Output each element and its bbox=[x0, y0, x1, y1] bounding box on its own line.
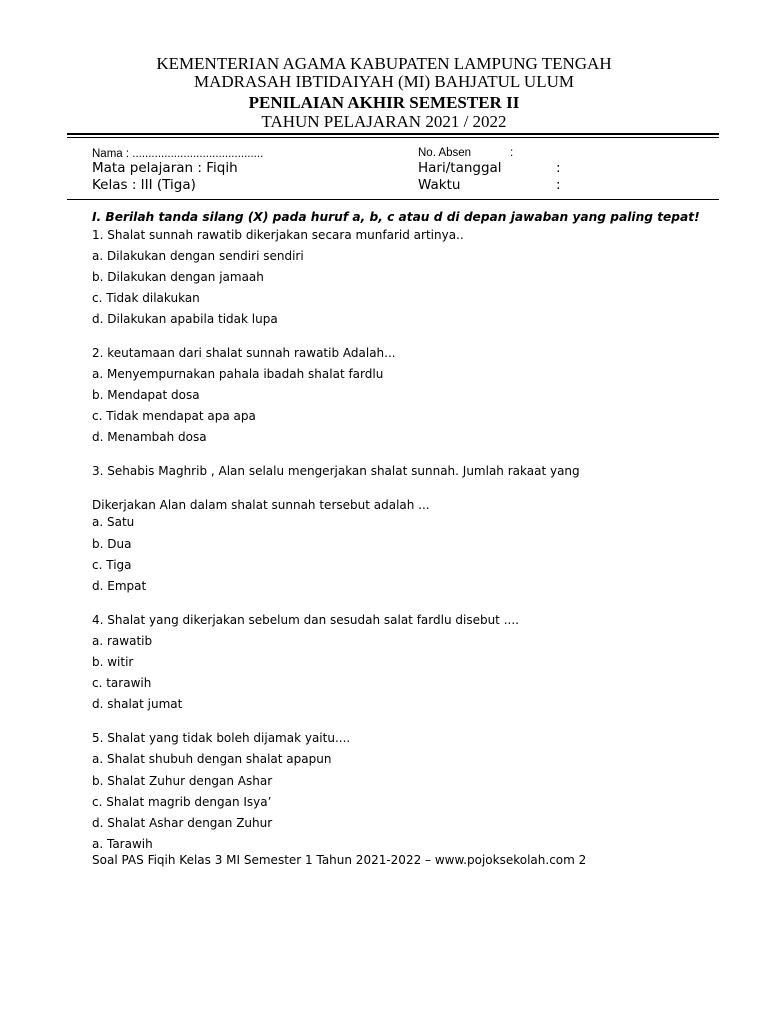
question-3-continued: Dikerjakan Alan dalam shalat sunnah tersebut adalah ... bbox=[92, 498, 430, 512]
header-divider-thin bbox=[67, 137, 719, 138]
answer-option: d. Empat bbox=[92, 579, 147, 593]
answer-option: d. Dilakukan apabila tidak lupa bbox=[92, 312, 278, 326]
question-1: 1. Shalat sunnah rawatib dikerjakan secara munfarid artinya.. bbox=[92, 228, 464, 242]
answer-option: d. Shalat Ashar dengan Zuhur bbox=[92, 816, 273, 830]
answer-option: b. Dua bbox=[92, 537, 132, 551]
time-colon: : bbox=[556, 177, 561, 193]
question-2: 2. keutamaan dari shalat sunnah rawatib Adalah... bbox=[92, 346, 396, 360]
answer-option: b. Dilakukan dengan jamaah bbox=[92, 270, 264, 284]
class-label: Kelas : III (Tiga) bbox=[92, 177, 196, 193]
answer-option: a. Satu bbox=[92, 515, 135, 529]
school-name: MADRASAH IBTIDAIYAH (MI) BAHJATUL ULUM bbox=[194, 72, 574, 91]
time-label: Waktu bbox=[418, 177, 461, 193]
answer-option: d. Menambah dosa bbox=[92, 430, 207, 444]
date-label: Hari/tanggal bbox=[418, 160, 502, 176]
answer-option: a. Dilakukan dengan sendiri sendiri bbox=[92, 249, 304, 263]
answer-option: c. Shalat magrib dengan Isya’ bbox=[92, 795, 272, 809]
page-footer: Soal PAS Fiqih Kelas 3 MI Semester 1 Tahun 2021-2022 – www.pojoksekolah.com 2 bbox=[92, 853, 587, 867]
info-divider bbox=[67, 199, 719, 200]
exam-title: PENILAIAN AKHIR SEMESTER II bbox=[248, 93, 520, 112]
ministry-title: KEMENTERIAN AGAMA KABUPATEN LAMPUNG TENGAH bbox=[156, 54, 612, 73]
answer-option: b. witir bbox=[92, 655, 134, 669]
date-colon: : bbox=[556, 160, 561, 176]
question-4: 4. Shalat yang dikerjakan sebelum dan sesudah salat fardlu disebut .... bbox=[92, 613, 519, 627]
answer-option: a. Menyempurnakan pahala ibadah shalat fardlu bbox=[92, 367, 384, 381]
answer-option: c. Tidak mendapat apa apa bbox=[92, 409, 256, 423]
instruction-text: I. Berilah tanda silang (X) pada huruf a, b, c atau d di depan jawaban yang paling tepat! bbox=[92, 210, 700, 224]
question-3: 3. Sehabis Maghrib , Alan selalu mengerjakan shalat sunnah. Jumlah rakaat yang bbox=[92, 464, 580, 478]
answer-option: c. Tiga bbox=[92, 558, 132, 572]
absence-number-colon: : bbox=[510, 147, 514, 159]
header-divider-thick bbox=[67, 133, 719, 135]
question-5: 5. Shalat yang tidak boleh dijamak yaitu.... bbox=[92, 731, 351, 745]
answer-option: a. rawatib bbox=[92, 634, 153, 648]
answer-option: b. Shalat Zuhur dengan Ashar bbox=[92, 774, 273, 788]
subject-label: Mata pelajaran : Fiqih bbox=[92, 160, 238, 176]
answer-option: a. Shalat shubuh dengan shalat apapun bbox=[92, 752, 332, 766]
answer-option: d. shalat jumat bbox=[92, 697, 183, 711]
academic-year: TAHUN PELAJARAN 2021 / 2022 bbox=[261, 112, 507, 131]
answer-option: c. Tidak dilakukan bbox=[92, 291, 200, 305]
name-field-label: Nama : ......................................... bbox=[92, 148, 264, 160]
answer-option: c. tarawih bbox=[92, 676, 152, 690]
answer-option: a. Tarawih bbox=[92, 837, 153, 851]
absence-number-label: No. Absen bbox=[418, 147, 472, 159]
answer-option: b. Mendapat dosa bbox=[92, 388, 200, 402]
